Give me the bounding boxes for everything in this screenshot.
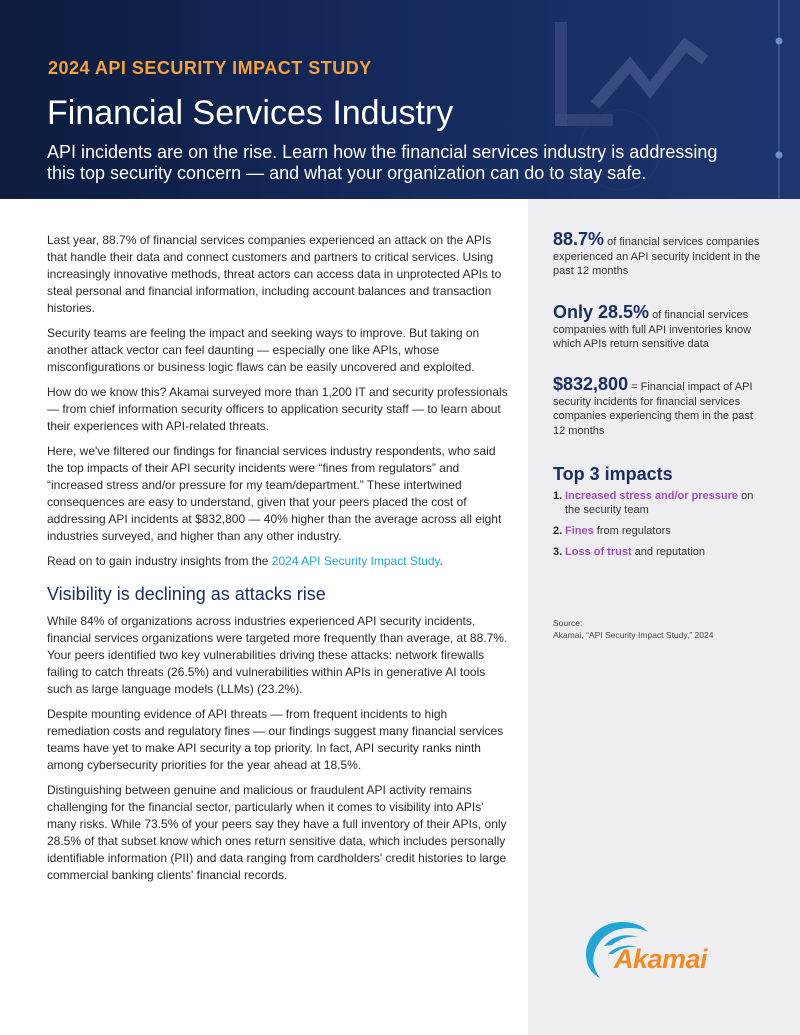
- impact-highlight: Increased stress and/or pressure: [565, 490, 739, 502]
- stat-description: of financial services companies experienced an API security incident in the past 12 months: [553, 236, 761, 277]
- body-paragraph: Security teams are feeling the impact and seeking ways to improve. But taking on another attack vector can feel daunting — especially one like APIs, whose misconfigurations or business logic flaws can be easily uncovered and exploited.: [47, 326, 480, 374]
- impact-highlight: Loss of trust: [565, 546, 632, 558]
- list-item: [553, 524, 768, 538]
- stat-description: = Financial impact of API security incidents for financial services companies experiencing them in the past 12 months: [553, 381, 753, 437]
- top-impacts-list: [553, 489, 768, 566]
- section-heading: Visibility is declining as attacks rise: [47, 584, 326, 604]
- stat-incidents: [553, 229, 768, 279]
- list-number: 2.: [553, 525, 563, 537]
- stat-value: 88.7%: [553, 229, 605, 249]
- read-on-paragraph: [47, 553, 513, 570]
- impact-text: on the security team: [565, 490, 754, 516]
- study-eyebrow: 2024 API SECURITY IMPACT STUDY: [48, 58, 372, 78]
- body-paragraph: Distinguishing between genuine and malicious or fraudulent API activity remains challenging for the financial sector, particularly when it comes to visibility into APIs' many risks. While 73.5% of your peers say they have a full inventory of their APIs, only 28.5% of that subset know which ones return sensitive data, which includes personally identifiable information (PII) and data ranging from cardholders' credit histories to large commercial banking clients' financial records.: [47, 783, 507, 882]
- stat-value: Only 28.5%: [553, 302, 650, 322]
- top-impacts-heading: Top 3 impacts: [553, 464, 673, 484]
- source-note: [553, 617, 713, 641]
- hero-banner: [0, 0, 800, 199]
- read-on-text: Read on to gain industry insights from the: [47, 554, 272, 568]
- stat-inventory: [553, 302, 768, 352]
- page-subtitle: API incidents are on the rise. Learn how the financial services industry is addressing this top security concern — and what your organization can do to stay safe.: [47, 142, 718, 183]
- list-number: 1.: [553, 490, 563, 502]
- body-paragraph: Despite mounting evidence of API threats — from frequent incidents to high remediation costs and regulatory fines — our findings suggest many financial services teams have yet to make API security a top priority. In fact, API security ranks ninth among cybersecurity priorities for the year ahead at 18.5%.: [47, 707, 504, 772]
- list-number: 3.: [553, 546, 563, 558]
- page-title: Financial Services Industry: [47, 94, 454, 132]
- stat-description: of financial services companies with full API inventories know which APIs return sensitive data: [553, 309, 752, 350]
- list-item: [553, 489, 768, 517]
- akamai-logo-text: Akamai: [614, 944, 708, 974]
- source-text: Akamai, “API Security Impact Study,” 2024: [553, 630, 714, 640]
- main-content: [47, 232, 513, 892]
- list-item: [553, 545, 768, 559]
- stat-financial-impact: [553, 374, 768, 438]
- body-paragraph: Here, we've filtered our findings for financial services industry respondents, who said the top impacts of their API security incidents were “fines from regulators” and “increased stress and/or pressure for my team/department.” These intertwined consequences are easy to understand, given that your peers placed the cost of addressing API incidents at $832,800 — 40% higher than the average across all eight industries surveyed, and higher than any other industry.: [47, 444, 502, 543]
- stat-value: $832,800: [553, 374, 629, 394]
- intro-paragraph: Last year, 88.7% of financial services companies experienced an attack on the APIs that handle their data and connect customers and partners to critical services. Using increasingly innovative methods, threat actors can access data in unprotected APIs to steal personal and financial information, including account balances and transaction histories.: [47, 233, 502, 315]
- read-on-suffix: .: [439, 554, 444, 568]
- impact-text: and reputation: [631, 546, 706, 558]
- impact-highlight: Fines: [565, 525, 594, 537]
- impact-text: from regulators: [593, 525, 671, 537]
- study-link[interactable]: 2024 API Security Impact Study: [271, 554, 440, 568]
- body-paragraph: How do we know this? Akamai surveyed more than 1,200 IT and security professionals — from chief information security officers to application security staff — to learn about their experiences with API-related threats.: [47, 385, 508, 433]
- body-paragraph: While 84% of organizations across industries experienced API security incidents, financial services organizations were targeted more frequently than average, at 88.7%. Your peers identified two key vulnerabilities driving these attacks: network firewalls failing to catch threats (26.5%) and vulnerabilities within APIs in generative AI tools such as large language models (LLMs) (23.2%).: [47, 614, 508, 696]
- source-label: Source:: [553, 618, 583, 628]
